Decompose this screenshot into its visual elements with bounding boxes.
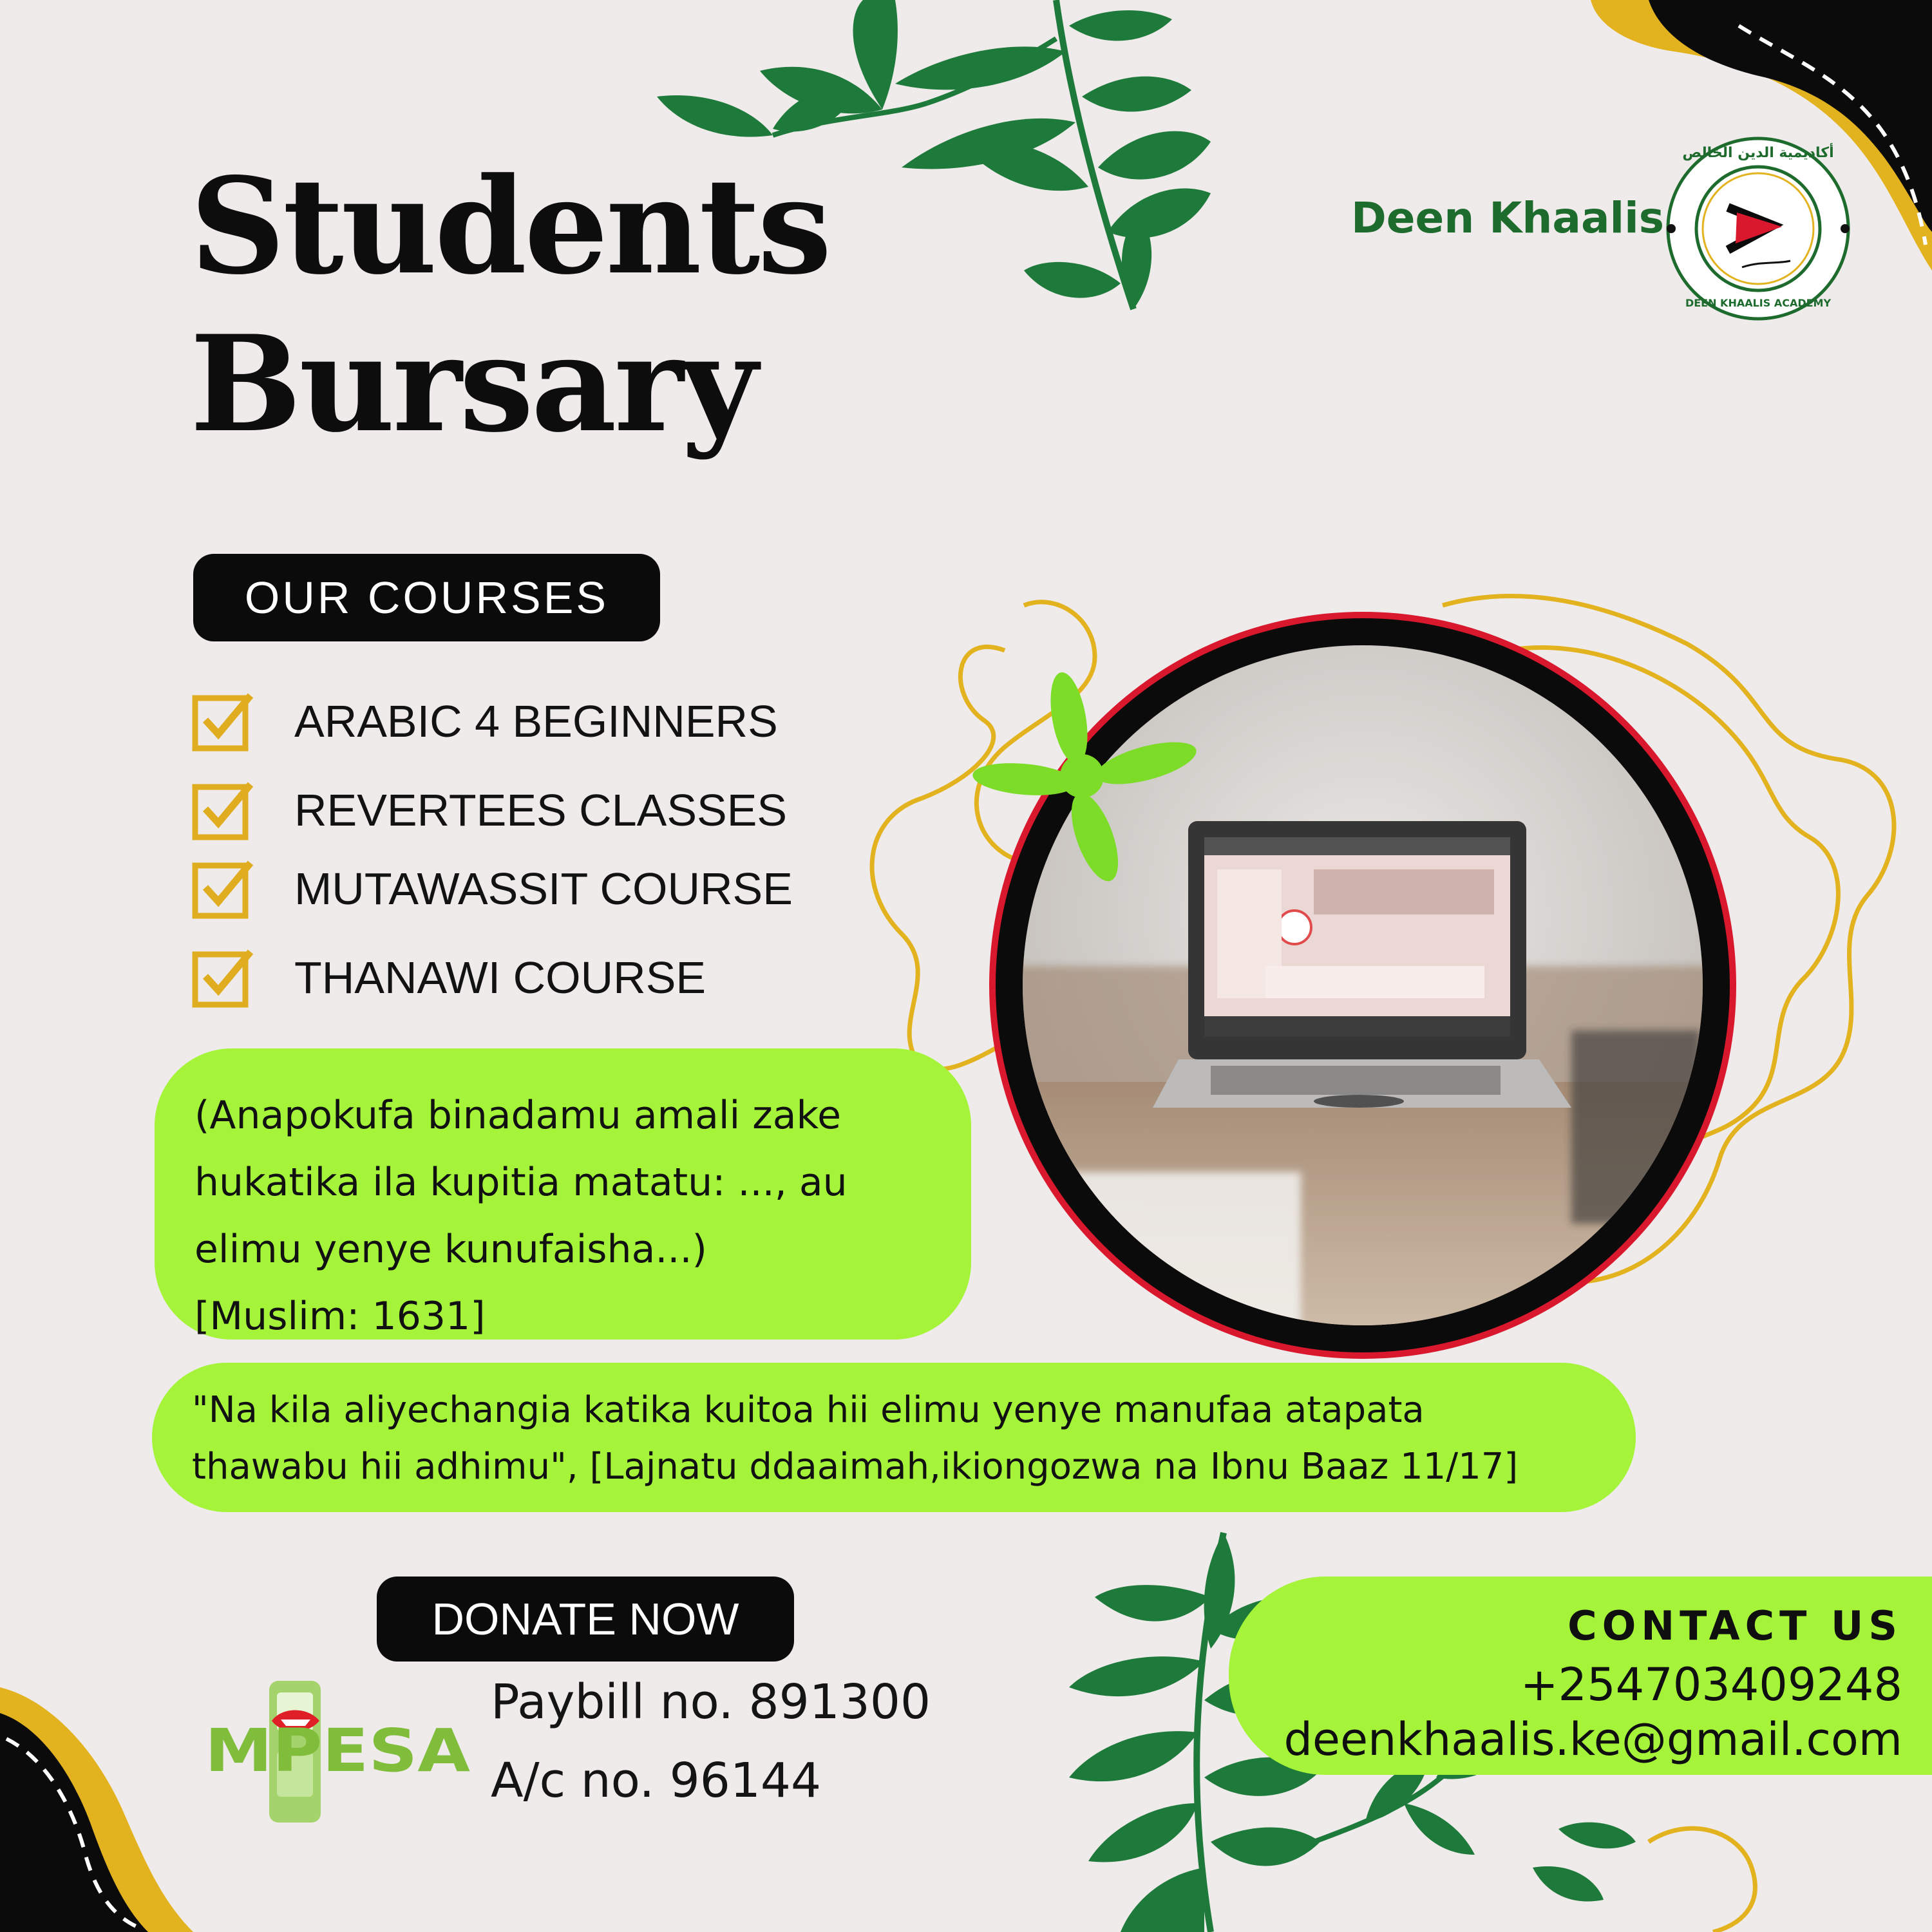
title-line-2: Bursary	[190, 307, 755, 462]
hadith-line: hukatika ila kupitia matatu: ..., au	[194, 1160, 848, 1205]
course-label: REVERTEES CLASSES	[294, 785, 788, 835]
hadith-reference: [Muslim: 1631]	[194, 1294, 486, 1339]
hadith-line: (Anapokufa binadamu amali zake	[194, 1093, 842, 1138]
course-item	[190, 778, 787, 842]
fatwa-quote-box	[152, 1363, 1636, 1512]
course-item	[190, 689, 778, 753]
course-label: THANAWI COURSE	[294, 952, 706, 1003]
checkbox-checked-icon	[190, 945, 254, 1010]
contact-phone[interactable]: +254703409248	[1520, 1658, 1902, 1711]
contact-email[interactable]: deenkhaalis.ke@gmail.com	[1283, 1713, 1902, 1766]
donate-now-button[interactable]: DONATE NOW	[377, 1577, 794, 1662]
course-label: ARABIC 4 BEGINNERS	[294, 696, 778, 746]
title-line-1: Students	[190, 149, 829, 304]
contact-heading: CONTACT US	[1567, 1602, 1902, 1649]
brand-name: Deen Khaalis	[1351, 193, 1665, 243]
mpesa-provider-text: MPESA	[205, 1716, 470, 1785]
fatwa-line: "Na kila aliyechangia katika kuitoa hii elimu yenye manufaa atapata	[192, 1389, 1425, 1431]
course-label: MUTAWASSIT COURSE	[294, 864, 793, 914]
checkbox-checked-icon	[190, 857, 254, 921]
account-number: A/c no. 96144	[491, 1753, 822, 1808]
corner-blob-bottom-left	[0, 1687, 193, 1932]
academy-logo	[1665, 135, 1852, 322]
page-title	[190, 148, 829, 464]
course-item	[190, 857, 793, 921]
paybill-number: Paybill no. 891300	[491, 1674, 931, 1730]
mpesa-logo	[205, 1681, 470, 1823]
fatwa-line: thawabu hii adhimu", [Lajnatu ddaaimah,ikiongozwa na Ibnu Baaz 11/17]	[192, 1446, 1519, 1488]
course-item	[190, 945, 706, 1010]
logo-arabic-text: أكاديمية الدين الخالص	[1682, 145, 1834, 161]
hadith-line: elimu yenye kunufaisha...)	[194, 1227, 707, 1272]
courses-heading: OUR COURSES	[193, 554, 660, 641]
logo-ring-text: DEEN KHAALIS ACADEMY	[1685, 297, 1832, 309]
checkbox-checked-icon	[190, 778, 254, 842]
hadith-quote-box	[155, 1048, 971, 1340]
checkbox-checked-icon	[190, 689, 254, 753]
